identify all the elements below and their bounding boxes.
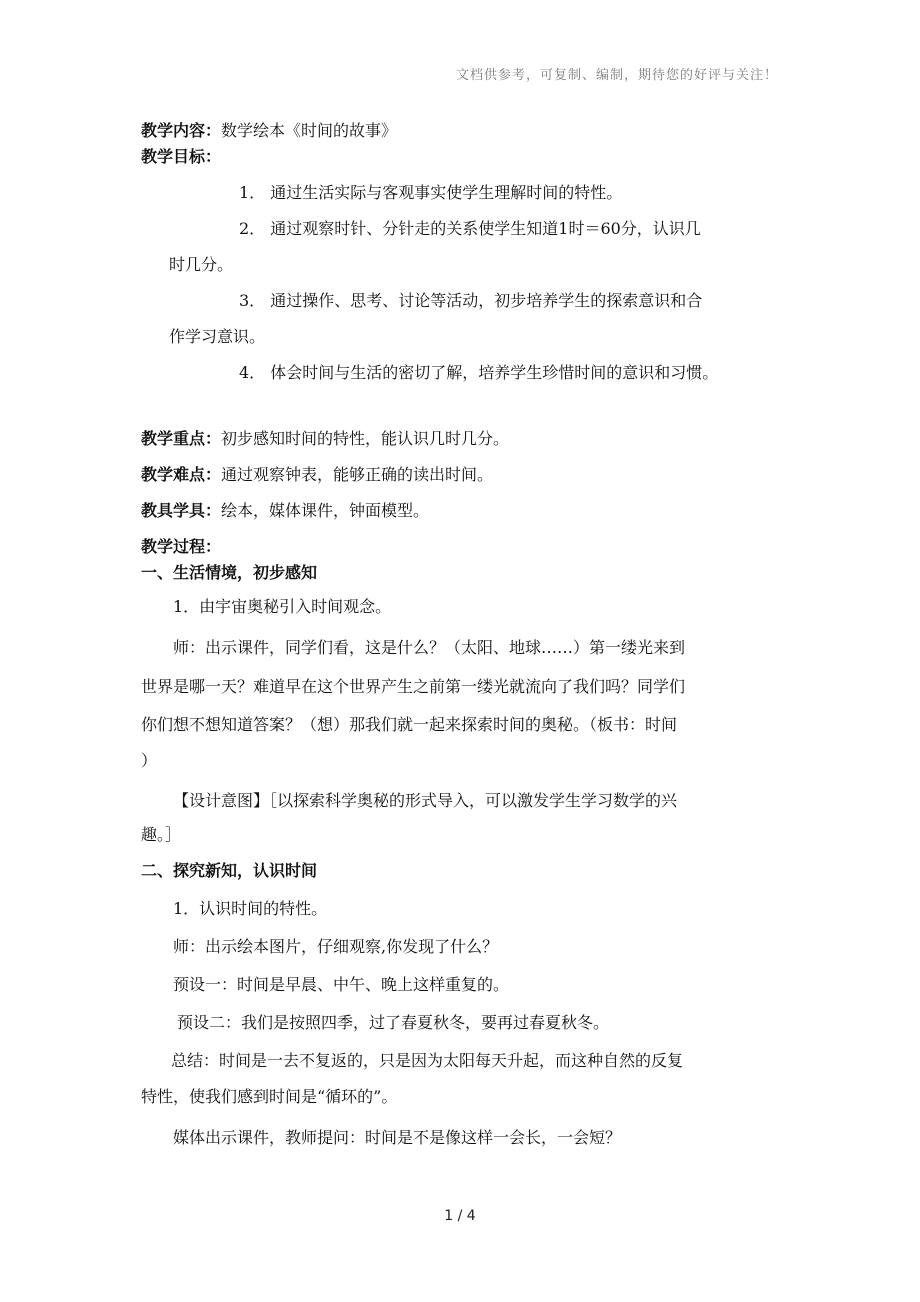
- objective-3-line-2: 作学习意识。: [169, 327, 266, 346]
- section-2-point-1: 1．认识时间的特性。: [173, 899, 328, 918]
- process-label: 教学过程：: [141, 537, 222, 556]
- objective-2-line-1: 2． 通过观察时针、分针走的关系使学生知道1时＝60分，认识几: [239, 219, 701, 238]
- paragraph-line: 总结：时间是一去不复返的，只是因为太阳每天升起，而这种自然的反复: [171, 1051, 684, 1070]
- section-2-preset-2: 预设二：我们是按照四季，过了春夏秋冬，要再过春夏秋冬。: [177, 1013, 610, 1032]
- section-1-point-1: 1．由宇宙奥秘引入时间观念。: [173, 597, 392, 616]
- paragraph-line: 特性，使我们感到时间是“循环的”。: [141, 1087, 398, 1106]
- section-2-title: 二、探究新知，认识时间: [141, 861, 318, 880]
- tools-label: 教具学具：: [141, 501, 222, 520]
- objective-3-line-1: 3． 通过操作、思考、讨论等活动，初步培养学生的探索意识和合: [239, 291, 703, 310]
- section-1-title: 一、生活情境，初步感知: [141, 563, 318, 582]
- objective-4: 4． 体会时间与生活的密切了解，培养学生珍惜时间的意识和习惯。: [239, 363, 719, 382]
- tools-value: 绘本，媒体课件，钟面模型。: [221, 501, 430, 520]
- key-point-value: 初步感知时间的特性，能认识几时几分。: [221, 429, 510, 448]
- objectives-label: 教学目标：: [141, 147, 222, 166]
- section-2-teacher: 师：出示绘本图片，仔细观察,你发现了什么？: [173, 937, 499, 956]
- paragraph-line: 世界是哪一天？难道早在这个世界产生之前第一缕光就流向了我们吗？同学们: [141, 677, 686, 696]
- document-body: [141, 118, 791, 1158]
- difficulty-value: 通过观察钟表，能够正确的读出时间。: [221, 465, 494, 484]
- key-point-line: [141, 426, 791, 452]
- objective-2-line-2: 时几分。: [169, 255, 234, 274]
- difficulty-line: [141, 462, 791, 488]
- key-point-label: 教学重点：: [141, 429, 222, 448]
- section-1-design-intent: [141, 784, 791, 852]
- paragraph-line: 趣。］: [141, 825, 182, 844]
- header-note: 文档供参考，可复制、编制，期待您的好评与关注！: [455, 68, 778, 83]
- section-2-summary: [141, 1042, 791, 1114]
- section-2-preset-1: 预设一：时间是早晨、中午、晚上这样重复的。: [173, 975, 510, 994]
- teaching-content-label: 教学内容：: [141, 121, 222, 140]
- page-number: 1 / 4: [444, 1208, 476, 1224]
- paragraph-line: 你们想不想知道答案？（想）那我们就一起来探索时间的奥秘。（板书：时间: [141, 715, 678, 734]
- paragraph-line: 师：出示课件，同学们看，这是什么？（太阳、地球……）第一缕光来到: [173, 638, 686, 657]
- teaching-content-line: [141, 118, 791, 144]
- teaching-content-value: 数学绘本《时间的故事》: [221, 121, 398, 140]
- objective-1: 1． 通过生活实际与客观事实使学生理解时间的特性。: [239, 183, 623, 202]
- difficulty-label: 教学难点：: [141, 465, 222, 484]
- section-1-teacher-paragraph: [141, 628, 791, 778]
- tools-line: [141, 498, 791, 524]
- paragraph-line: ）: [141, 751, 158, 770]
- paragraph-line: 【设计意图】［以探索科学奥秘的形式导入，可以激发学生学习数学的兴: [173, 791, 678, 810]
- section-2-media-question: 媒体出示课件，教师提问：时间是不是像这样一会长，一会短？: [173, 1128, 622, 1147]
